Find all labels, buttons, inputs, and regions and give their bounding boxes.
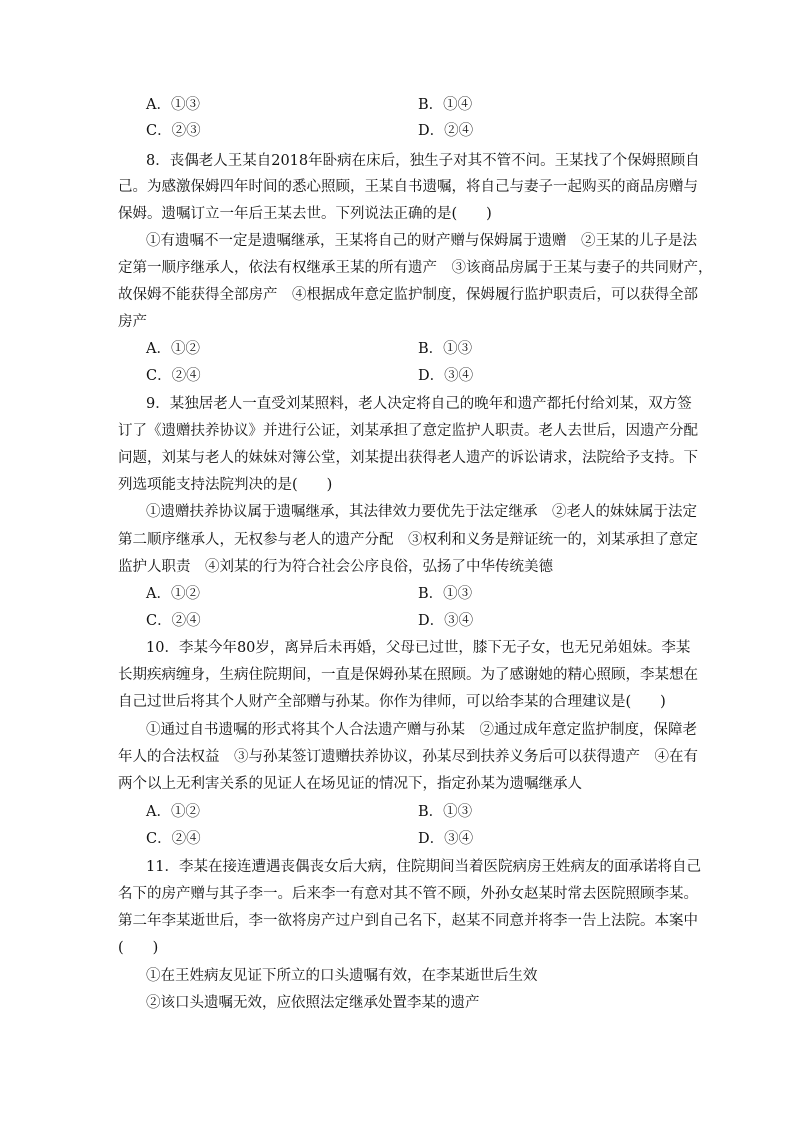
q9-option-d: D．③④ bbox=[418, 613, 474, 629]
q8-statement-line-2: 定第一顺序继承人，依法有权继承王某的所有遗产 ③该商品房属于王某与妻子的共同财产， bbox=[118, 260, 713, 276]
q10-option-a: A．①② bbox=[146, 804, 200, 820]
q9-statement-line-3: 监护人职责 ④刘某的行为符合社会公序良俗，弘扬了中华传统美德 bbox=[118, 559, 553, 575]
q11-stem-line-2: 名下的房产赠与其子李一。后来李一有意对其不管不顾，外孙女赵某时常去医院照顾李某。 bbox=[118, 886, 698, 902]
q8-option-b: B．①③ bbox=[418, 341, 473, 357]
q10-stem-line-1: 10．李某今年80岁，离异后未再婚，父母已过世，膝下无子女，也无兄弟姐妹。李某 bbox=[146, 640, 691, 656]
q10-option-d: D．③④ bbox=[418, 831, 474, 847]
prev-option-d: D．②④ bbox=[418, 123, 474, 139]
q8-stem-line-1: 8．丧偶老人王某自2018年卧病在床后，独生子对其不管不问。王某找了个保姆照顾自 bbox=[146, 153, 700, 169]
q8-option-d: D．③④ bbox=[418, 368, 474, 384]
q10-statement-line-3: 两个以上无利害关系的见证人在场见证的情况下，指定孙某为遗嘱继承人 bbox=[118, 776, 582, 792]
q9-option-b: B．①③ bbox=[418, 586, 473, 602]
q8-statement-line-4: 房产 bbox=[118, 314, 147, 330]
q11-stem-line-1: 11．李某在接连遭遇丧偶丧女后大病，住院期间当着医院病房王姓病友的面承诺将自己 bbox=[146, 859, 701, 875]
q8-statement-line-3: 故保姆不能获得全部房产 ④根据成年意定监护制度，保姆履行监护职责后，可以获得全部 bbox=[118, 287, 698, 303]
q8-statement-line-1: ①有遗嘱不一定是遗嘱继承，王某将自己的财产赠与保姆属于遗赠 ②王某的儿子是法 bbox=[146, 233, 697, 249]
q8-option-a: A．①② bbox=[146, 341, 200, 357]
q8-option-c: C．②④ bbox=[146, 368, 201, 384]
prev-option-a: A．①③ bbox=[146, 97, 200, 113]
q10-option-c: C．②④ bbox=[146, 831, 201, 847]
q10-stem-line-3: 自己过世后将其个人财产全部赠与孙某。你作为律师，可以给李某的合理建议是( ) bbox=[118, 694, 666, 710]
q9-statement-line-1: ①遗赠扶养协议属于遗嘱继承，其法律效力要优先于法定继承 ②老人的妹妹属于法定 bbox=[146, 504, 697, 520]
q11-statement-line-1: ①在王姓病友见证下所立的口头遗嘱有效，在李某逝世后生效 bbox=[146, 968, 538, 984]
q10-statement-line-1: ①通过自书遗嘱的形式将其个人合法遗产赠与孙某 ②通过成年意定监护制度，保障老 bbox=[146, 722, 697, 738]
q8-stem-line-2: 己。为感激保姆四年时间的悉心照顾，王某自书遗嘱，将自己与妻子一起购买的商品房赠与 bbox=[118, 179, 698, 195]
q9-statement-line-2: 第二顺序继承人，无权参与老人的遗产分配 ③权利和义务是辩证统一的，刘某承担了意定 bbox=[118, 532, 698, 548]
q11-stem-line-4: ( ) bbox=[118, 940, 159, 956]
q9-option-c: C．②④ bbox=[146, 613, 201, 629]
prev-option-c: C．②③ bbox=[146, 123, 201, 139]
q10-stem-line-2: 长期疾病缠身，生病住院期间，一直是保姆孙某在照顾。为了感谢她的精心照顾，李某想在 bbox=[118, 667, 698, 683]
prev-option-b: B．①④ bbox=[418, 97, 473, 113]
q9-stem-line-3: 问题，刘某与老人的妹妹对簿公堂，刘某提出获得老人遗产的诉讼请求，法院给予支持。下 bbox=[118, 450, 698, 466]
q11-statement-line-2: ②该口头遗嘱无效，应依照法定继承处置李某的遗产 bbox=[146, 995, 480, 1011]
q11-stem-line-3: 第二年李某逝世后，李一欲将房产过户到自己名下，赵某不同意并将李一告上法院。本案中 bbox=[118, 913, 698, 929]
q9-stem-line-1: 9．某独居老人一直受刘某照料，老人决定将自己的晚年和遗产都托付给刘某，双方签 bbox=[146, 396, 692, 412]
q10-option-b: B．①③ bbox=[418, 804, 473, 820]
q9-stem-line-2: 订了《遗赠扶养协议》并进行公证，刘某承担了意定监护人职责。老人去世后，因遗产分配 bbox=[118, 423, 698, 439]
q9-option-a: A．①② bbox=[146, 586, 200, 602]
q10-statement-line-2: 年人的合法权益 ③与孙某签订遗赠扶养协议，孙某尽到扶养义务后可以获得遗产 ④在有 bbox=[118, 749, 698, 765]
q8-stem-line-3: 保姆。遗嘱订立一年后王某去世。下列说法正确的是( ) bbox=[118, 206, 492, 222]
q9-stem-line-4: 列选项能支持法院判决的是( ) bbox=[118, 477, 333, 493]
